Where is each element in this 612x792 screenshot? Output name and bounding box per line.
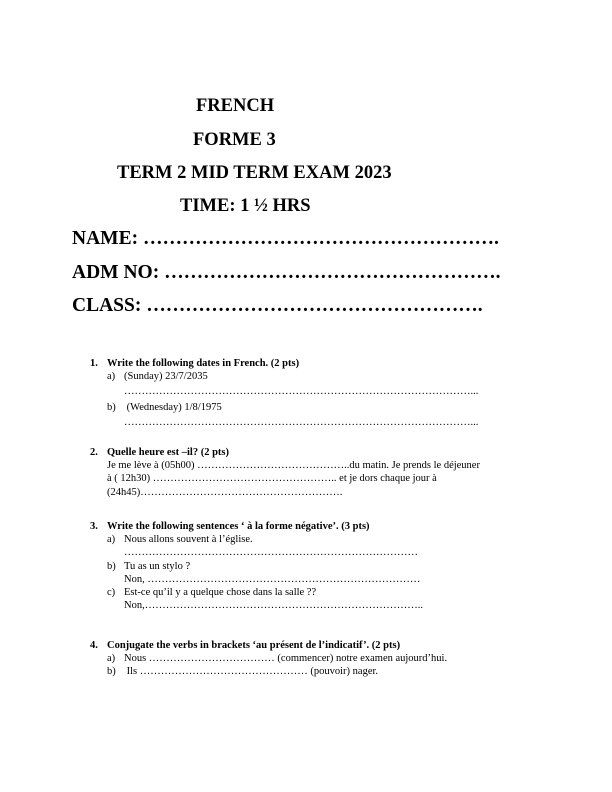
question-1-item-b: b) (Wednesday) 1/8/1975 — [107, 401, 222, 413]
time-heading: TIME: 1 ½ HRS — [180, 196, 311, 216]
question-2-line: Je me lève à (05h00) ……………………………………..du matin. Je prends le déjeuner — [107, 460, 480, 472]
question-2-title: 2. Quelle heure est –il? (2 pts) — [90, 447, 230, 458]
question-1-title: 1. Write the following dates in French. (2 pts) — [90, 358, 300, 369]
answer-line: ………………………………………………………………………… — [124, 547, 418, 559]
question-4-item-b: b) Ils ………………………………………… (pouvoir) nager. — [107, 666, 379, 678]
question-2 — [90, 446, 550, 499]
question-4-title: 4. Conjugate the verbs in brackets ‘au présent de l’indicatif’. (2 pts) — [90, 640, 401, 651]
name-field: NAME: ………………………………………………. — [72, 228, 499, 249]
question-3 — [90, 520, 550, 612]
question-1 — [90, 357, 550, 429]
question-3-item-a: a) Nous allons souvent à l’église. — [107, 534, 253, 546]
question-3-title: 3. Write the following sentences ‘ à la forme négative’. (3 pts) — [90, 521, 370, 532]
question-1-item-a: a) (Sunday) 23/7/2035 — [107, 371, 208, 383]
answer-line: Non,…………………………………………………………………….. — [124, 600, 423, 612]
question-3-item-b: b) Tu as un stylo ? — [107, 560, 191, 572]
question-2-line: (24h45)…………………………………………………. — [107, 486, 343, 498]
question-4 — [90, 639, 550, 679]
question-3-item-c: c) Est-ce qu’il y a quelque chose dans la salle ?? — [107, 587, 317, 599]
answer-line: ………………………………………………………………………………………... — [124, 386, 479, 398]
answer-line: ………………………………………………………………………………………... — [124, 416, 479, 428]
answer-line: Non, …………………………………………………………………… — [124, 573, 421, 585]
form-heading: FORME 3 — [193, 130, 276, 150]
question-2-line: à ( 12h30) …………………………………………….. et je dors chaque jour à — [107, 473, 437, 485]
question-4-item-a: a) Nous ……………………………… (commencer) notre examen aujourd’hui. — [107, 653, 448, 665]
subject-heading: FRENCH — [196, 96, 275, 116]
class-field: CLASS: ……………………………………………. — [72, 295, 483, 316]
exam-heading: TERM 2 MID TERM EXAM 2023 — [117, 163, 392, 183]
adm-no-field: ADM NO: ……………………………………………. — [72, 262, 501, 283]
